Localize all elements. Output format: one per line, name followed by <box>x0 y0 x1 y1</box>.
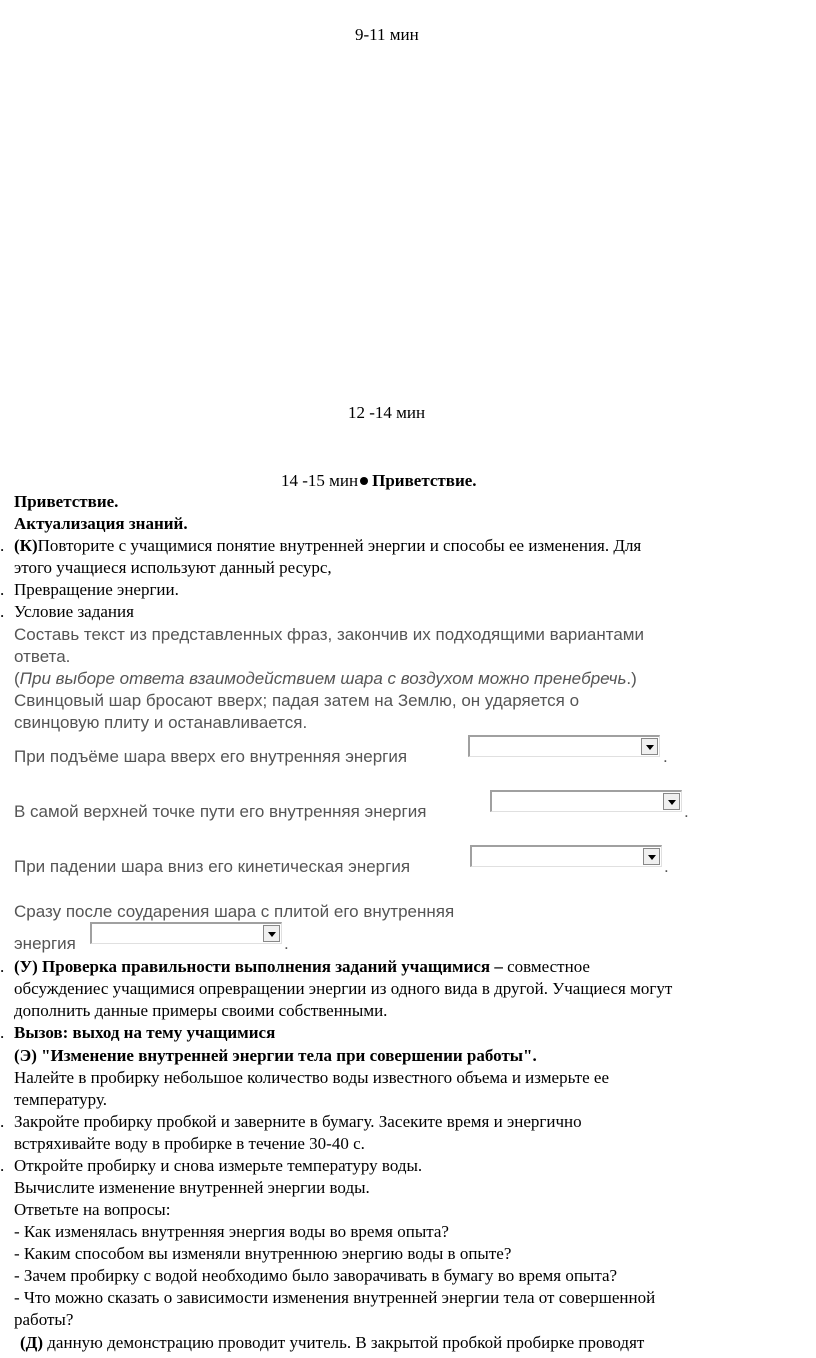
answer-select-3[interactable] <box>470 845 662 867</box>
question-2: В самой верхней точке пути его внутренняя энергия <box>14 802 427 821</box>
check-line3: дополнить данные примеры своими собственными. <box>14 1001 388 1020</box>
k-paragraph-line2: этого учащиеся используют данный ресурс, <box>14 558 332 577</box>
step-2-line1: Закройте пробирку пробкой и заверните в бумагу. Засеките время и энергично <box>14 1112 582 1131</box>
list-marker: . <box>0 536 5 555</box>
k-tag: (К) <box>14 536 38 555</box>
period: . <box>684 802 689 821</box>
bullet-icon <box>360 477 368 485</box>
period: . <box>663 747 668 766</box>
time-14-15-row <box>281 470 477 492</box>
list-marker: . <box>0 602 5 621</box>
step-3: Откройте пробирку и снова измерьте температуру воды. <box>14 1156 423 1175</box>
greeting-heading: Приветствие. <box>14 492 119 511</box>
list-marker: . <box>0 1156 5 1175</box>
question-item-4-line1: - Что можно сказать о зависимости изменения внутренней энергии тела от совершенной <box>14 1288 656 1307</box>
question-item-3: - Зачем пробирку с водой необходимо было заворачивать в бумагу во время опыта? <box>14 1266 618 1285</box>
question-4-line2: энергия <box>14 934 76 953</box>
demo-tag: (Д) <box>20 1333 44 1352</box>
answer-select-1[interactable] <box>468 735 660 757</box>
step-1-line2: температуру. <box>14 1090 108 1109</box>
note-text: При выборе ответа взаимодействием шара с воздухом можно пренебречь <box>19 669 627 688</box>
time-12-14: 12 -14 мин <box>348 403 426 422</box>
task-note <box>14 668 637 690</box>
question-item-4-line2: работы? <box>14 1310 74 1329</box>
demo-line <box>20 1332 644 1354</box>
k-paragraph-line1 <box>14 535 641 557</box>
time-14-15: 14 -15 мин <box>281 471 359 490</box>
greeting-center: Приветствие. <box>372 471 477 490</box>
chevron-down-icon[interactable] <box>643 848 660 865</box>
transform-item: Превращение энергии. <box>14 580 179 599</box>
chevron-down-icon[interactable] <box>263 925 280 942</box>
chevron-down-icon[interactable] <box>641 738 658 755</box>
experiment-title: (Э) "Изменение внутренней энергии тела при совершении работы". <box>14 1046 537 1065</box>
check-rest: совместное <box>502 957 590 976</box>
question-1: При подъёме шара вверх его внутренняя энергия <box>14 747 408 766</box>
answer-select-2[interactable] <box>490 790 682 812</box>
period: . <box>284 934 289 953</box>
challenge-heading: Вызов: выход на тему учащимися <box>14 1023 276 1042</box>
chevron-down-icon[interactable] <box>663 793 680 810</box>
period: . <box>664 857 669 876</box>
story-line1: Свинцовый шар бросают вверх; падая затем на Землю, он ударяется о <box>14 691 580 710</box>
demo-text: данную демонстрацию проводит учитель. В закрытой пробкой пробирке проводят <box>43 1333 645 1352</box>
question-3: При падении шара вниз его кинетическая энергия <box>14 857 411 876</box>
note-close: .) <box>626 669 637 688</box>
actualization-heading: Актуализация знаний. <box>14 514 188 533</box>
list-marker: . <box>0 580 5 599</box>
question-item-1: - Как изменялась внутренняя энергия воды во время опыта? <box>14 1222 449 1241</box>
list-marker: . <box>0 1112 5 1131</box>
check-line2: обсуждениес учащимися опревращении энергии из одного вида в другой. Учащиеся могут <box>14 979 673 998</box>
task-line1: Составь текст из представленных фраз, закончив их подходящими вариантами <box>14 625 644 644</box>
question-4-line1: Сразу после соударения шара с плитой его внутренняя <box>14 902 455 921</box>
step-4: Вычислите изменение внутренней энергии воды. <box>14 1178 370 1197</box>
story-line2: свинцовую плиту и останавливается. <box>14 713 308 732</box>
list-marker: . <box>0 1023 5 1042</box>
answer-select-4[interactable] <box>90 922 282 944</box>
note-open: ( <box>14 669 20 688</box>
step-1-line1: Налейте в пробирку небольшое количество воды известного объема и измерьте ее <box>14 1068 609 1087</box>
task-line2: ответа. <box>14 647 71 666</box>
list-marker: . <box>0 957 5 976</box>
condition-item: Условие задания <box>14 602 134 621</box>
check-bold: (У) Проверка правильности выполнения заданий учащимися – <box>14 957 503 976</box>
check-line1 <box>14 956 590 978</box>
question-item-2: - Каким способом вы изменяли внутреннюю энергию воды в опыте? <box>14 1244 512 1263</box>
time-9-11: 9-11 мин <box>355 25 419 44</box>
step-2-line2: встряхивайте воду в пробирке в течение 30-40 с. <box>14 1134 365 1153</box>
k-text: Повторите с учащимися понятие внутренней энергии и способы ее изменения. Для <box>37 536 642 555</box>
step-5: Ответьте на вопросы: <box>14 1200 171 1219</box>
